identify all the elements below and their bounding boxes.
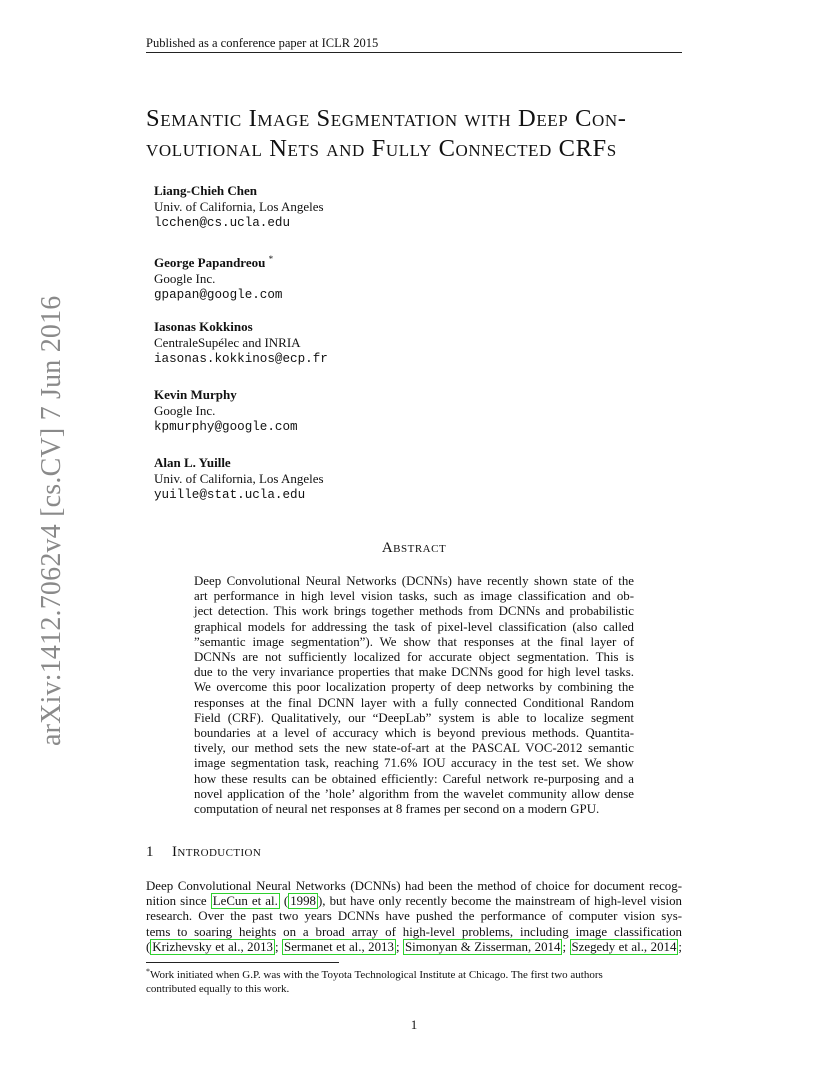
abstract-line: novel application of the ’hole’ algorithm from the wavelet community allow dense	[194, 786, 634, 801]
text-run: (	[146, 939, 151, 954]
text-run: (	[279, 894, 289, 909]
section-heading	[146, 843, 261, 861]
author-name: George Papandreou	[154, 255, 266, 270]
intro-paragraph	[146, 879, 682, 955]
abstract-line: responses at the final DCNN layer with a fully connected Conditional Random	[194, 695, 634, 710]
abstract-line: DCNNs are not sufficiently localized for accurate object segmentation. This is	[194, 650, 634, 665]
citation-link[interactable]: 1998	[290, 894, 316, 909]
author-email: lcchen@cs.ucla.edu	[154, 216, 291, 230]
author-name: Liang-Chieh Chen	[154, 183, 257, 198]
abstract-line: graphical models for addressing the task of pixel-level classification (also called	[194, 619, 634, 634]
intro-line: Deep Convolutional Neural Networks (DCNNs) had been the method of choice for document recog-	[146, 879, 682, 893]
abstract-line: ”semantic image segmentation”). We show that responses at the final layer of	[194, 634, 634, 649]
abstract-line: We overcome this poor localization property of deep networks by combining the	[194, 680, 634, 695]
text-run: ;	[274, 939, 283, 954]
abstract-line: ject detection. This work brings together methods from DCNNs and probabilistic	[194, 604, 634, 619]
intro-line	[146, 940, 682, 955]
abstract-line: due to the very invariance properties that make DCNNs good for high level tasks.	[194, 665, 634, 680]
author-affiliation: Google Inc.	[154, 271, 216, 286]
title-line-1: Semantic Image Segmentation with Deep Con-	[146, 105, 627, 132]
abstract-line: tively, our method sets the new state-of-art at the PASCAL VOC-2012 semantic	[194, 741, 634, 756]
author-block	[154, 183, 514, 231]
author-name: Iasonas Kokkinos	[154, 319, 253, 334]
author-name: Kevin Murphy	[154, 387, 237, 402]
author-block	[154, 319, 514, 367]
author-name-line	[154, 251, 514, 271]
author-affiliation: Univ. of California, Los Angeles	[154, 199, 324, 214]
text-run: ;	[562, 939, 570, 954]
running-header: Published as a conference paper at ICLR 2015	[146, 36, 379, 50]
intro-line	[146, 894, 682, 909]
text-run: ;	[678, 939, 683, 954]
footnote-line	[146, 965, 682, 983]
title-line-2: volutional Nets and Fully Connected CRFs	[146, 135, 617, 162]
abstract-line: Deep Convolutional Neural Networks (DCNNs) have recently shown state of the	[194, 574, 634, 588]
arxiv-stamp: arXiv:1412.7062v4 [cs.CV] 7 Jun 2016	[36, 295, 67, 746]
citation-link[interactable]: Krizhevsky et al., 2013	[152, 939, 273, 954]
author-email: iasonas.kokkinos@ecp.fr	[154, 352, 328, 366]
abstract-line: boundaries at a level of accuracy which is beyond previous methods. Quantita-	[194, 726, 634, 741]
citation-link[interactable]: Sermanet et al., 2013	[284, 939, 394, 954]
footnote	[146, 965, 682, 996]
author-affiliation: Google Inc.	[154, 403, 216, 418]
header-rule	[146, 52, 682, 53]
footnote-line: contributed equally to this work.	[146, 982, 290, 995]
text-run: ), but have only recently become the mainstream of high-level vision	[317, 894, 682, 909]
abstract-line: Field (CRF). Qualitatively, our “DeepLab” system is able to localize segment	[194, 710, 634, 725]
author-email: gpapan@google.com	[154, 288, 283, 302]
citation-link[interactable]: Simonyan & Zisserman, 2014	[405, 939, 561, 954]
abstract-line: image segmentation task, reaching 71.6% IOU accuracy in the test set. We show	[194, 756, 634, 771]
citation-link[interactable]: Szegedy et al., 2014	[571, 939, 677, 954]
abstract-line: how these results can be obtained efficiently: Careful network re-purposing and a	[194, 771, 634, 786]
text-run: ;	[395, 939, 404, 954]
author-name: Alan L. Yuille	[154, 455, 231, 470]
section-title: Introduction	[172, 844, 262, 860]
page-number: 1	[410, 1017, 418, 1032]
author-email: yuille@stat.ucla.edu	[154, 488, 306, 502]
author-email: kpmurphy@google.com	[154, 420, 298, 434]
abstract-heading: Abstract	[381, 540, 447, 556]
author-block	[154, 455, 514, 503]
abstract-line: computation of neural net responses at 8 frames per second on a modern GPU.	[194, 802, 600, 817]
footnote-rule	[146, 962, 339, 963]
footnote-marker: *	[268, 254, 274, 264]
intro-line: research. Over the past two years DCNNs have pushed the performance of computer vision sys-	[146, 909, 682, 924]
author-block	[154, 251, 514, 303]
abstract-body	[194, 574, 634, 817]
text-run: nition since	[146, 894, 211, 909]
footnote-text: Work initiated when G.P. was with the Toyota Technological Institute at Chicago. The first two authors	[150, 969, 603, 981]
intro-line: tems to soaring heights on a broad array of high-level problems, including image classification	[146, 924, 682, 939]
author-affiliation: Univ. of California, Los Angeles	[154, 471, 324, 486]
author-block	[154, 387, 514, 435]
abstract-line: art performance in high level vision tasks, such as image classification and ob-	[194, 589, 634, 604]
footnote-marker: *	[146, 967, 150, 976]
citation-link[interactable]: LeCun et al.	[212, 894, 278, 909]
section-number: 1	[146, 844, 154, 860]
paper-title	[146, 104, 686, 164]
author-affiliation: CentraleSupélec and INRIA	[154, 335, 301, 350]
